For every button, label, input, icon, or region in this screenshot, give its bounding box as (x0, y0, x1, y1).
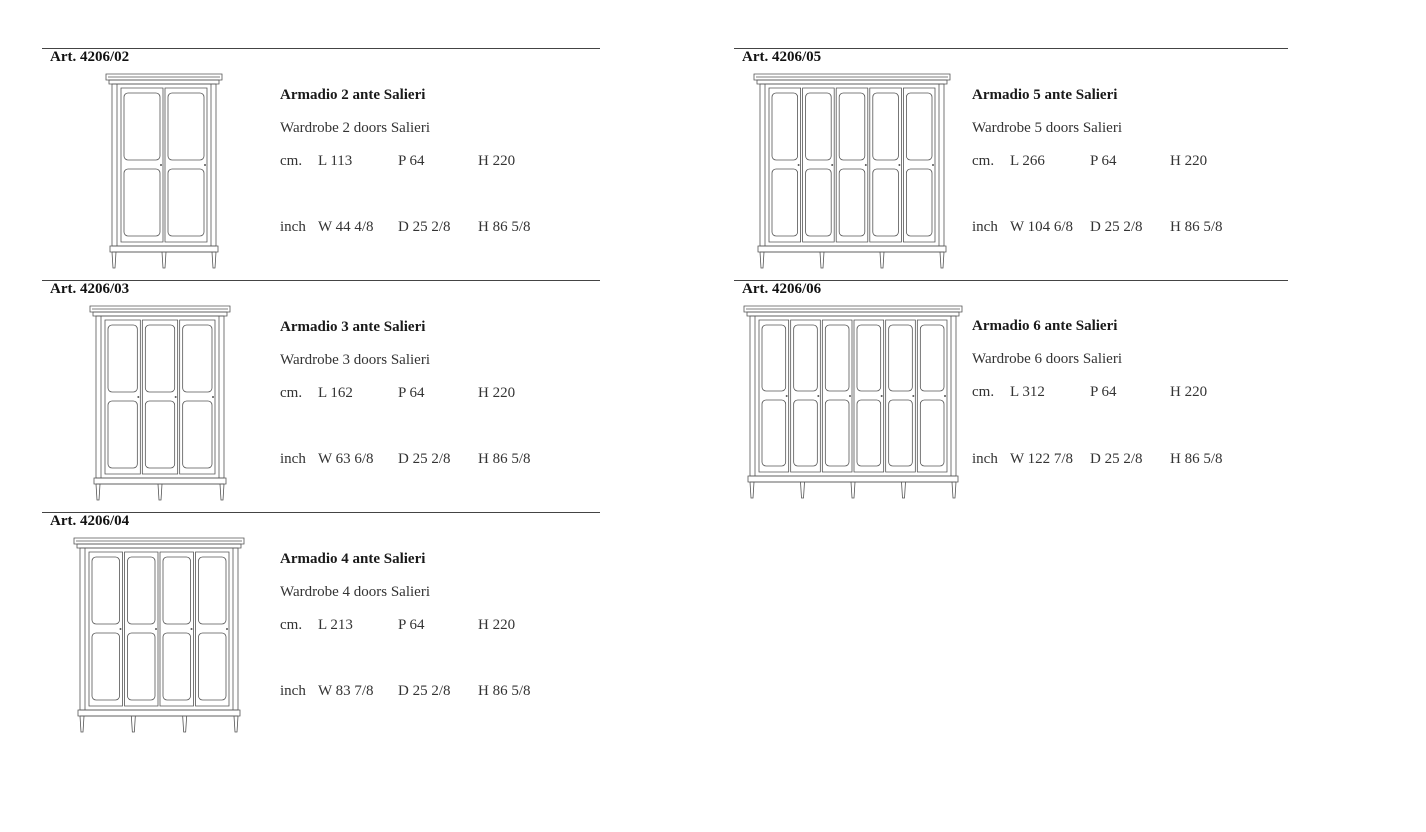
depth-value: P 64 (1090, 384, 1117, 400)
depth-value: D 25 2/8 (398, 219, 451, 235)
height-value: H 220 (478, 153, 516, 169)
unit-label: inch (972, 219, 998, 235)
product-info (972, 87, 1223, 235)
length-value: L 113 (318, 153, 353, 169)
unit-label: inch (280, 683, 306, 699)
height-value: H 86 5/8 (478, 451, 531, 467)
product-card (734, 280, 1288, 512)
product-card (42, 48, 600, 280)
product-info (280, 87, 531, 235)
wardrobe-drawing (752, 72, 952, 272)
wardrobe-drawing (104, 72, 224, 272)
product-name-italian: Armadio 6 ante Salieri (972, 318, 1118, 334)
product-name-english: Wardrobe 2 doors Salieri (280, 120, 430, 136)
product-info (972, 318, 1223, 467)
unit-label: cm. (280, 153, 303, 169)
wardrobe-drawing (72, 536, 246, 736)
product-info (280, 551, 531, 699)
depth-value: D 25 2/8 (398, 683, 451, 699)
product-card (42, 280, 600, 512)
depth-value: P 64 (398, 385, 425, 401)
article-number: Art. 4206/03 (50, 281, 130, 297)
product-card (734, 48, 1288, 280)
product-name-italian: Armadio 3 ante Salieri (280, 319, 426, 335)
product-info (280, 319, 531, 467)
unit-label: inch (280, 219, 306, 235)
depth-value: D 25 2/8 (1090, 219, 1143, 235)
unit-label: cm. (280, 385, 303, 401)
product-card (42, 512, 600, 744)
article-number: Art. 4206/02 (50, 49, 130, 65)
height-value: H 220 (478, 385, 516, 401)
wardrobe-drawing (742, 304, 964, 502)
width-value: W 44 4/8 (318, 219, 374, 235)
width-value: W 63 6/8 (318, 451, 374, 467)
product-name-english: Wardrobe 3 doors Salieri (280, 352, 430, 368)
height-value: H 86 5/8 (1170, 451, 1223, 467)
article-number: Art. 4206/06 (742, 281, 822, 297)
unit-label: inch (280, 451, 306, 467)
height-value: H 220 (478, 617, 516, 633)
length-value: L 162 (318, 385, 353, 401)
product-name-english: Wardrobe 5 doors Salieri (972, 120, 1122, 136)
wardrobe-drawing (88, 304, 232, 504)
depth-value: D 25 2/8 (398, 451, 451, 467)
unit-label: cm. (972, 153, 995, 169)
width-value: W 104 6/8 (1010, 219, 1074, 235)
height-value: H 86 5/8 (478, 219, 531, 235)
depth-value: P 64 (398, 617, 425, 633)
product-name-italian: Armadio 4 ante Salieri (280, 551, 426, 567)
article-number: Art. 4206/05 (742, 49, 822, 65)
unit-label: cm. (972, 384, 995, 400)
depth-value: D 25 2/8 (1090, 451, 1143, 467)
height-value: H 86 5/8 (478, 683, 531, 699)
unit-label: inch (972, 451, 998, 467)
width-value: W 122 7/8 (1010, 451, 1074, 467)
height-value: H 220 (1170, 384, 1208, 400)
height-value: H 220 (1170, 153, 1208, 169)
article-number: Art. 4206/04 (50, 513, 130, 529)
height-value: H 86 5/8 (1170, 219, 1223, 235)
product-name-english: Wardrobe 6 doors Salieri (972, 351, 1122, 367)
product-name-italian: Armadio 2 ante Salieri (280, 87, 426, 103)
length-value: L 266 (1010, 153, 1045, 169)
depth-value: P 64 (398, 153, 425, 169)
length-value: L 213 (318, 617, 353, 633)
product-name-english: Wardrobe 4 doors Salieri (280, 584, 430, 600)
unit-label: cm. (280, 617, 303, 633)
width-value: W 83 7/8 (318, 683, 374, 699)
depth-value: P 64 (1090, 153, 1117, 169)
length-value: L 312 (1010, 384, 1045, 400)
product-name-italian: Armadio 5 ante Salieri (972, 87, 1118, 103)
